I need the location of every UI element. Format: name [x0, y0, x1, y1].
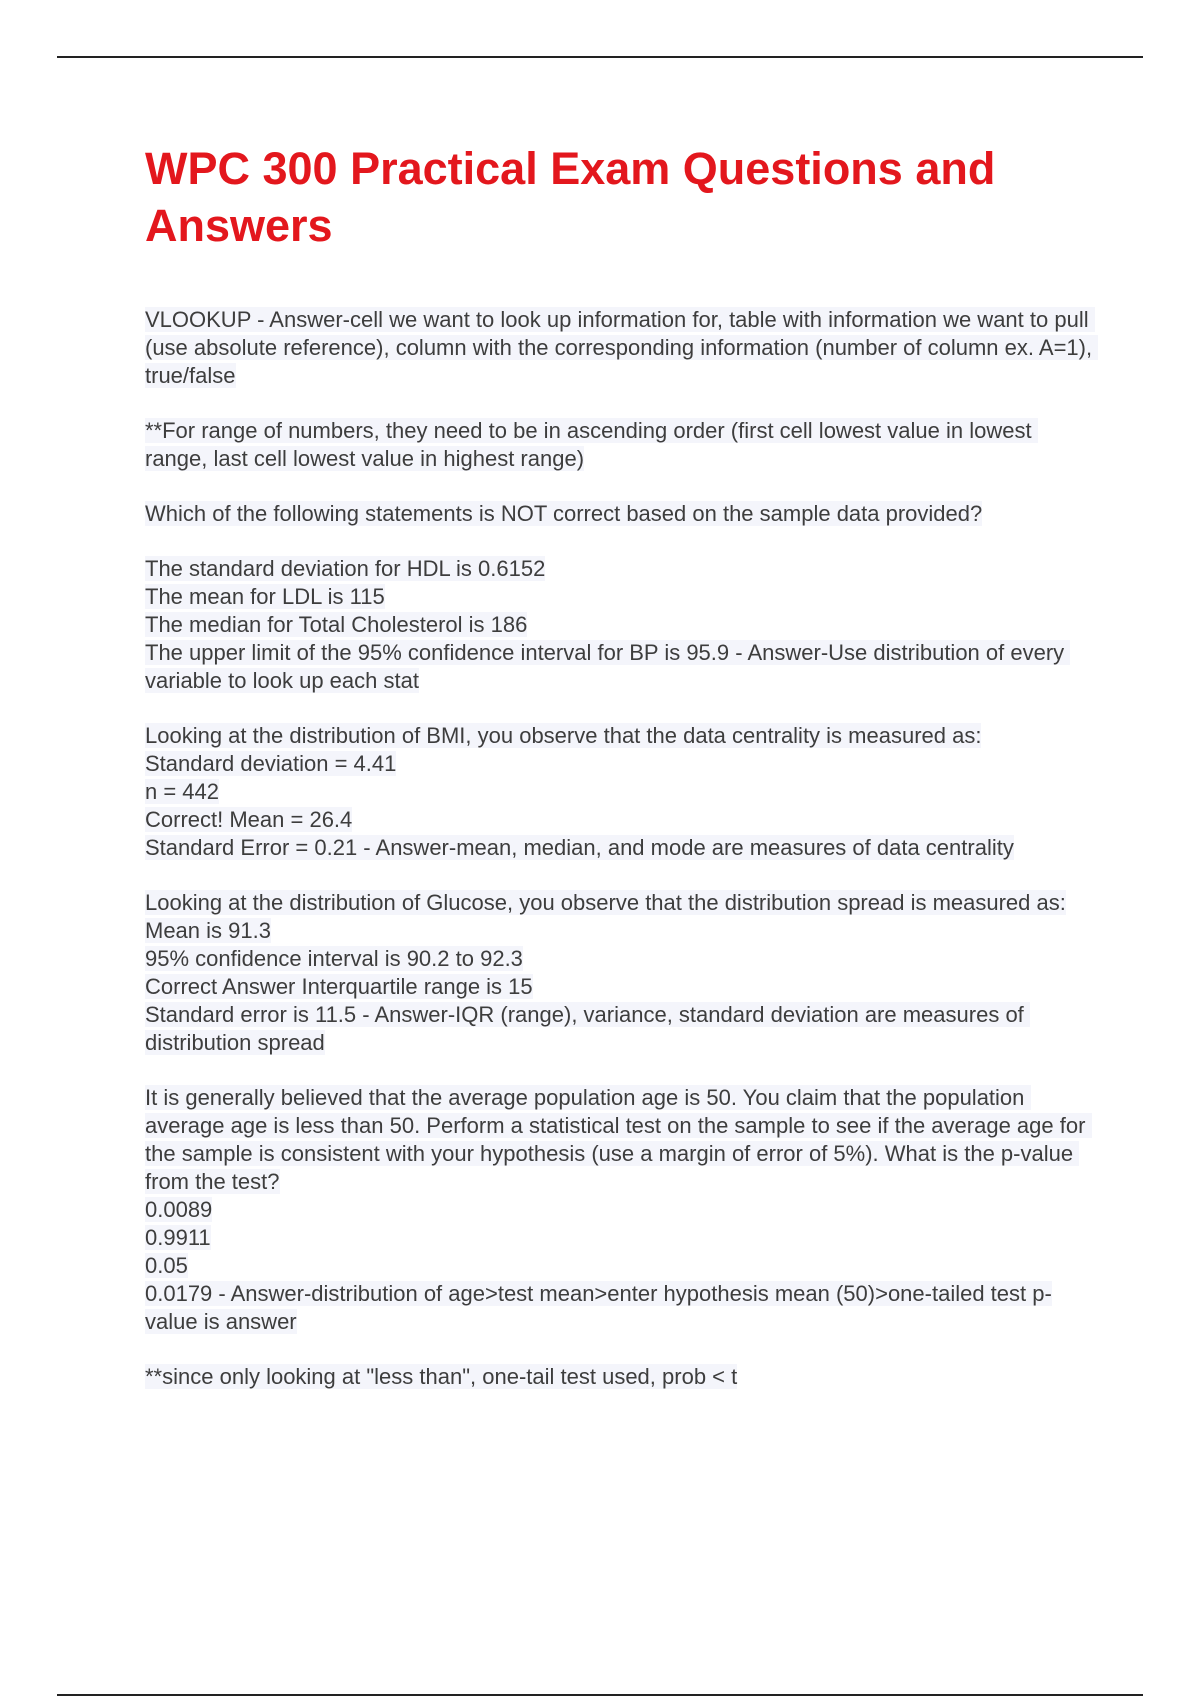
qa-paragraph: [145, 722, 1095, 862]
paragraph-line: [145, 583, 1095, 611]
document-title: WPC 300 Practical Exam Questions and Answers: [145, 143, 996, 251]
line-text: Looking at the distribution of BMI, you observe that the data centrality is measured as:: [145, 723, 982, 748]
line-text: 0.9911: [145, 1225, 211, 1250]
qa-paragraph: [145, 1084, 1095, 1336]
paragraph-line: [145, 555, 1095, 583]
paragraph-line: [145, 778, 1095, 806]
line-text: 0.0179 - Answer-distribution of age>test mean>enter hypothesis mean (50)>one-tailed test p-value is answer: [145, 1281, 1052, 1334]
paragraph-line: [145, 1363, 1095, 1391]
paragraph-line: [145, 611, 1095, 639]
footer-rule: [57, 1694, 1143, 1696]
paragraph-line: [145, 750, 1095, 778]
paragraph-line: [145, 500, 1095, 528]
line-text: Mean is 91.3: [145, 918, 271, 943]
paragraph-line: [145, 889, 1095, 917]
line-text: The median for Total Cholesterol is 186: [145, 612, 528, 637]
paragraph-line: [145, 973, 1095, 1001]
line-text: 0.0089: [145, 1197, 213, 1222]
line-text: VLOOKUP - Answer-cell we want to look up information for, table with information we want to pull (use absolute reference), column with the corresponding information (number of column ex. A=1), true/false: [145, 307, 1099, 388]
paragraph-line: [145, 806, 1095, 834]
line-text: Which of the following statements is NOT correct based on the sample data provided?: [145, 501, 983, 526]
paragraph-line: [145, 917, 1095, 945]
paragraph-line: [145, 1001, 1095, 1057]
line-text: Standard deviation = 4.41: [145, 751, 397, 776]
line-text: Standard Error = 0.21 - Answer-mean, median, and mode are measures of data centrality: [145, 835, 1014, 860]
paragraph-line: [145, 306, 1099, 390]
line-text: It is generally believed that the average population age is 50. You claim that the population average age is less than 50. Perform a statistical test on the sample to see if the average age for the sample is consistent with your hypothesis (use a margin of error of 5%). What is the p-value from the test?: [145, 1085, 1092, 1194]
paragraph-line: [145, 1196, 1095, 1224]
line-text: Standard error is 11.5 - Answer-IQR (range), variance, standard deviation are measures of distribution spread: [145, 1002, 1030, 1055]
paragraph-line: [145, 417, 1095, 473]
paragraph-line: [145, 945, 1095, 973]
qa-blocks: [145, 306, 1099, 1391]
qa-paragraph: [145, 417, 1095, 473]
qa-paragraph: [145, 500, 1095, 528]
line-text: Looking at the distribution of Glucose, you observe that the distribution spread is measured as:: [145, 890, 1066, 915]
paragraph-line: [145, 1252, 1095, 1280]
line-text: Correct! Mean = 26.4: [145, 807, 353, 832]
line-text: **For range of numbers, they need to be in ascending order (first cell lowest value in lowest range, last cell lowest value in highest range): [145, 418, 1038, 471]
line-text: n = 442: [145, 779, 220, 804]
line-text: **since only looking at "less than", one-tail test used, prob < t: [145, 1364, 738, 1389]
line-text: Correct Answer Interquartile range is 15: [145, 974, 533, 999]
qa-paragraph: [145, 889, 1095, 1057]
document-body: [145, 140, 1099, 1418]
paragraph-line: [145, 1084, 1095, 1196]
line-text: 95% confidence interval is 90.2 to 92.3: [145, 946, 523, 971]
paragraph-line: [145, 722, 1095, 750]
line-text: The standard deviation for HDL is 0.6152: [145, 556, 546, 581]
qa-paragraph: [145, 306, 1099, 390]
qa-paragraph: [145, 555, 1095, 695]
paragraph-line: [145, 1280, 1095, 1336]
line-text: 0.05: [145, 1253, 188, 1278]
paragraph-line: [145, 639, 1095, 695]
line-text: The upper limit of the 95% confidence interval for BP is 95.9 - Answer-Use distribution of every variable to look up each stat: [145, 640, 1071, 693]
header-rule: [57, 56, 1143, 58]
paragraph-line: [145, 834, 1095, 862]
paragraph-line: [145, 1224, 1095, 1252]
qa-paragraph: [145, 1363, 1095, 1391]
line-text: The mean for LDL is 115: [145, 584, 385, 609]
